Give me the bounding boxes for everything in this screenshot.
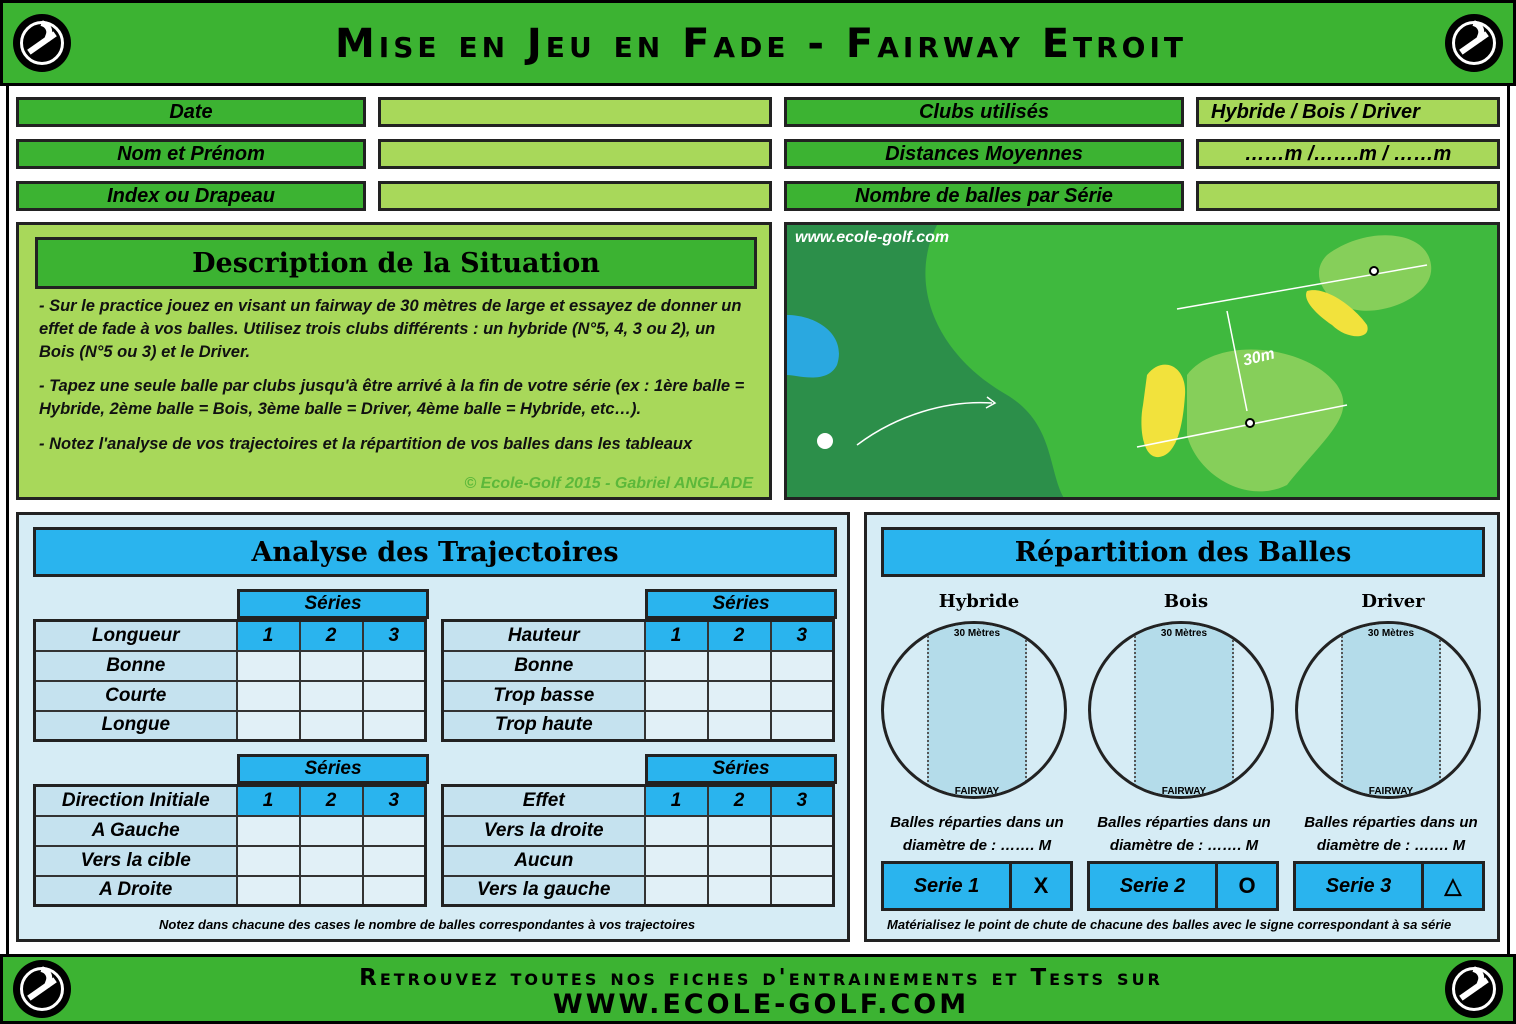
series-2-header: 2 xyxy=(708,621,771,651)
fairway-zone xyxy=(927,624,1027,799)
x-symbol-icon: X xyxy=(1033,873,1049,898)
name-label: Nom et Prénom xyxy=(16,139,366,169)
entry-cell[interactable] xyxy=(771,816,834,846)
row-label: Vers la cible xyxy=(35,846,237,876)
series-2-header: 2 xyxy=(708,786,771,816)
golf-logo-icon xyxy=(13,14,71,72)
longueur-table xyxy=(33,619,427,742)
entry-cell[interactable] xyxy=(300,876,363,906)
series-header: Séries xyxy=(645,754,837,784)
diameter-text: Balles réparties dans un diamètre de : ……. M xyxy=(890,814,1064,854)
index-field[interactable] xyxy=(378,181,772,211)
fairway-map-drawing xyxy=(787,225,1500,500)
entry-cell[interactable] xyxy=(645,651,708,681)
entry-cell[interactable] xyxy=(645,846,708,876)
target-circle-hybride[interactable] xyxy=(881,621,1067,799)
longueur-header: Longueur xyxy=(35,621,237,651)
distances-label: Distances Moyennes xyxy=(784,139,1184,169)
fairway-map xyxy=(784,222,1500,500)
series-2-header: 2 xyxy=(300,786,363,816)
entry-cell[interactable] xyxy=(645,711,708,741)
serie-2-legend xyxy=(1087,861,1279,911)
page-title: Mise en Jeu en Fade - Fairway Etroit xyxy=(335,21,1187,67)
row-label: Trop haute xyxy=(443,711,645,741)
series-header: Séries xyxy=(645,589,837,619)
entry-cell[interactable] xyxy=(771,846,834,876)
row-label: A Gauche xyxy=(35,816,237,846)
serie-label: Serie 2 xyxy=(1090,864,1218,908)
name-field[interactable] xyxy=(378,139,772,169)
fairway-width-label: 30m xyxy=(1241,345,1277,370)
repartition-title: Répartition des Balles xyxy=(881,527,1485,577)
footer-text: Retrouvez toutes nos fiches d'entrainements et Tests sur xyxy=(359,965,1163,991)
footer-website-link[interactable]: WWW.ECOLE-GOLF.COM xyxy=(552,989,970,1020)
entry-cell[interactable] xyxy=(708,876,771,906)
series-1-header: 1 xyxy=(237,786,300,816)
balls-per-series-field[interactable] xyxy=(1196,181,1500,211)
golf-logo-icon xyxy=(13,960,71,1018)
entry-cell[interactable] xyxy=(708,681,771,711)
fairway-width-label: 30 Mètres xyxy=(1160,628,1208,639)
entry-cell[interactable] xyxy=(363,711,426,741)
repartition-note: Matérialisez le point de chute de chacune des balles avec le signe correspondant à sa série xyxy=(887,917,1452,932)
series-1-header: 1 xyxy=(645,786,708,816)
club-name-hybride: Hybride xyxy=(938,591,1020,612)
triangle-symbol-icon: △ xyxy=(1444,873,1462,898)
row-label: Longue xyxy=(35,711,237,741)
target-circle-bois[interactable] xyxy=(1088,621,1274,799)
date-label: Date xyxy=(16,97,366,127)
series-header: Séries xyxy=(237,754,429,784)
entry-cell[interactable] xyxy=(363,651,426,681)
series-1-header: 1 xyxy=(645,621,708,651)
entry-cell[interactable] xyxy=(237,651,300,681)
copyright-credit: © Ecole-Golf 2015 - Gabriel ANGLADE xyxy=(464,475,753,492)
serie-label: Serie 3 xyxy=(1296,864,1424,908)
direction-header: Direction Initiale xyxy=(35,786,237,816)
fairway-zone xyxy=(1341,624,1441,799)
description-paragraph-1: - Sur le practice jouez en visant un fairway de 30 mètres de large et essayez de donner un effet de fade à vos balles. Utilisez trois clubs différents : un hybride (N°5, 4, 3 ou 2), un Bois (N°5 ou 3) et le Driver. xyxy=(39,297,742,361)
entry-cell[interactable] xyxy=(363,876,426,906)
entry-cell[interactable] xyxy=(363,681,426,711)
row-label: Vers la gauche xyxy=(443,876,645,906)
entry-cell[interactable] xyxy=(237,816,300,846)
balls-per-series-label: Nombre de balles par Série xyxy=(784,181,1184,211)
diameter-text: Balles réparties dans un diamètre de : ……. M xyxy=(1097,814,1271,854)
fairway-label: FAIRWAY xyxy=(954,786,1000,797)
entry-cell[interactable] xyxy=(771,711,834,741)
entry-cell[interactable] xyxy=(771,681,834,711)
fairway-label: FAIRWAY xyxy=(1368,786,1414,797)
serie-1-legend xyxy=(881,861,1073,911)
series-1-header: 1 xyxy=(237,621,300,651)
entry-cell[interactable] xyxy=(708,651,771,681)
entry-cell[interactable] xyxy=(237,711,300,741)
series-3-header: 3 xyxy=(363,621,426,651)
club-name-driver: Driver xyxy=(1361,591,1425,612)
clubs-field[interactable]: Hybride / Bois / Driver xyxy=(1196,97,1500,127)
entry-cell[interactable] xyxy=(363,816,426,846)
series-2-header: 2 xyxy=(300,621,363,651)
entry-cell[interactable] xyxy=(708,846,771,876)
row-label: Aucun xyxy=(443,846,645,876)
effet-table xyxy=(441,784,835,907)
series-3-header: 3 xyxy=(771,786,834,816)
footer-band xyxy=(0,954,1516,1024)
description-paragraph-3: - Notez l'analyse de vos trajectoires et la répartition de vos balles dans les tableaux xyxy=(39,435,693,453)
index-label: Index ou Drapeau xyxy=(16,181,366,211)
series-3-header: 3 xyxy=(363,786,426,816)
entry-cell[interactable] xyxy=(237,876,300,906)
row-label: A Droite xyxy=(35,876,237,906)
fairway-width-label: 30 Mètres xyxy=(953,628,1001,639)
entry-cell[interactable] xyxy=(300,681,363,711)
circle-symbol-icon: O xyxy=(1238,873,1256,898)
diameter-text: Balles réparties dans un diamètre de : ……. M xyxy=(1304,814,1478,854)
row-label: Bonne xyxy=(35,651,237,681)
golf-logo-icon xyxy=(1445,960,1503,1018)
entry-cell[interactable] xyxy=(708,816,771,846)
serie-label: Serie 1 xyxy=(884,864,1012,908)
clubs-label: Clubs utilisés xyxy=(784,97,1184,127)
row-label: Bonne xyxy=(443,651,645,681)
hauteur-header: Hauteur xyxy=(443,621,645,651)
description-title: Description de la Situation xyxy=(35,237,757,289)
golf-logo-icon xyxy=(1445,14,1503,72)
entry-cell[interactable] xyxy=(708,711,771,741)
repartition-panel xyxy=(864,512,1500,942)
entry-cell[interactable] xyxy=(300,846,363,876)
map-website-label: www.ecole-golf.com xyxy=(795,229,950,246)
date-field[interactable] xyxy=(378,97,772,127)
target-circle-driver[interactable] xyxy=(1295,621,1481,799)
direction-table xyxy=(33,784,427,907)
entry-cell[interactable] xyxy=(237,681,300,711)
club-name-bois: Bois xyxy=(1163,591,1209,612)
distances-field[interactable]: ……m /…….m / ……m xyxy=(1196,139,1500,169)
analysis-panel xyxy=(16,512,850,942)
fairway-label: FAIRWAY xyxy=(1161,786,1207,797)
fairway-width-label: 30 Mètres xyxy=(1367,628,1415,639)
hauteur-table xyxy=(441,619,835,742)
entry-cell[interactable] xyxy=(300,711,363,741)
analysis-note: Notez dans chacune des cases le nombre de balles correspondantes à vos trajectoires xyxy=(159,917,696,932)
fairway-zone xyxy=(1134,624,1234,799)
description-panel xyxy=(16,222,772,500)
entry-cell[interactable] xyxy=(645,816,708,846)
entry-cell[interactable] xyxy=(771,651,834,681)
entry-cell[interactable] xyxy=(300,651,363,681)
row-label: Trop basse xyxy=(443,681,645,711)
description-paragraph-2: - Tapez une seule balle par clubs jusqu'à être arrivé à la fin de votre série (ex : 1ère balle = Hybride, 2ème balle = Bois, 3ème balle = Driver, 4ème balle = Hybride, etc…). xyxy=(39,377,745,418)
entry-cell[interactable] xyxy=(771,876,834,906)
entry-cell[interactable] xyxy=(237,846,300,876)
row-label: Courte xyxy=(35,681,237,711)
entry-cell[interactable] xyxy=(645,876,708,906)
header-band xyxy=(0,0,1516,86)
series-header: Séries xyxy=(237,589,429,619)
entry-cell[interactable] xyxy=(363,846,426,876)
entry-cell[interactable] xyxy=(645,681,708,711)
series-3-header: 3 xyxy=(771,621,834,651)
serie-3-legend xyxy=(1293,861,1485,911)
row-label: Vers la droite xyxy=(443,816,645,846)
entry-cell[interactable] xyxy=(300,816,363,846)
analysis-title: Analyse des Trajectoires xyxy=(33,527,837,577)
effet-header: Effet xyxy=(443,786,645,816)
